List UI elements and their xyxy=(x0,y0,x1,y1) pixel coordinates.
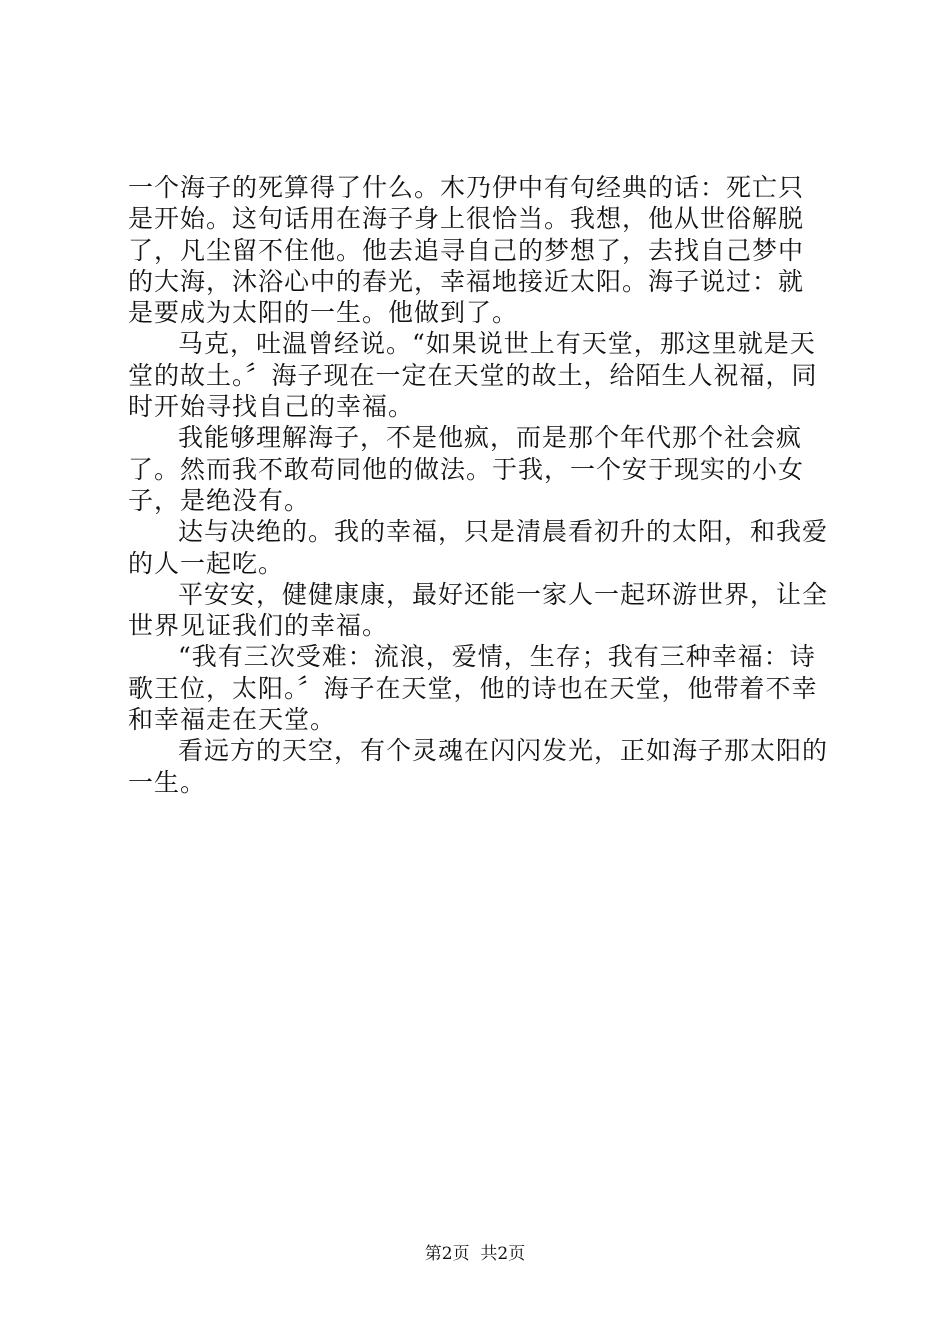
paragraph-5: 平安安，健健康康，最好还能一家人一起环游世界，让全世界见证我们的幸福。 xyxy=(128,579,829,641)
paragraph-1: 一个海子的死算得了什么。木乃伊中有句经典的话：死亡只是开始。这句话用在海子身上很恰当。我想，他从世俗解脱了，凡尘留不住他。他去追寻自己的梦想了，去找自己梦中的大海，沐浴心中的春光，幸福地接近太阳。海子说过：就是要成为太阳的一生。他做到了。 xyxy=(128,173,805,328)
page-total: 共2页 xyxy=(480,1244,526,1264)
paragraph-2: 马克，吐温曾经说。“如果说世上有天堂，那这里就是天堂的故土。〞海子现在一定在天堂的故土，给陌生人祝福，同时开始寻找自己的幸福。 xyxy=(128,329,818,422)
paragraph-4: 达与决绝的。我的幸福，只是清晨看初升的太阳，和我爱的人一起吃。 xyxy=(128,517,829,578)
footer-spacer xyxy=(470,1244,481,1264)
document-body xyxy=(128,172,828,798)
paragraph-6: “我有三次受难：流浪，爱情，生存；我有三种幸福：诗歌王位，太阳。〞海子在天堂，他的诗也在天堂，他带着不幸和幸福走在天堂。 xyxy=(128,642,818,735)
page-number: 第2页 xyxy=(424,1244,470,1264)
page-footer xyxy=(0,1243,950,1265)
paragraph-7: 看远方的天空，有个灵魂在闪闪发光，正如海子那太阳的一生。 xyxy=(128,736,829,797)
paragraph-3: 我能够理解海子，不是他疯，而是那个年代那个社会疯了。然而我不敢苟同他的做法。于我，一个安于现实的小女子，是绝没有。 xyxy=(128,423,805,515)
